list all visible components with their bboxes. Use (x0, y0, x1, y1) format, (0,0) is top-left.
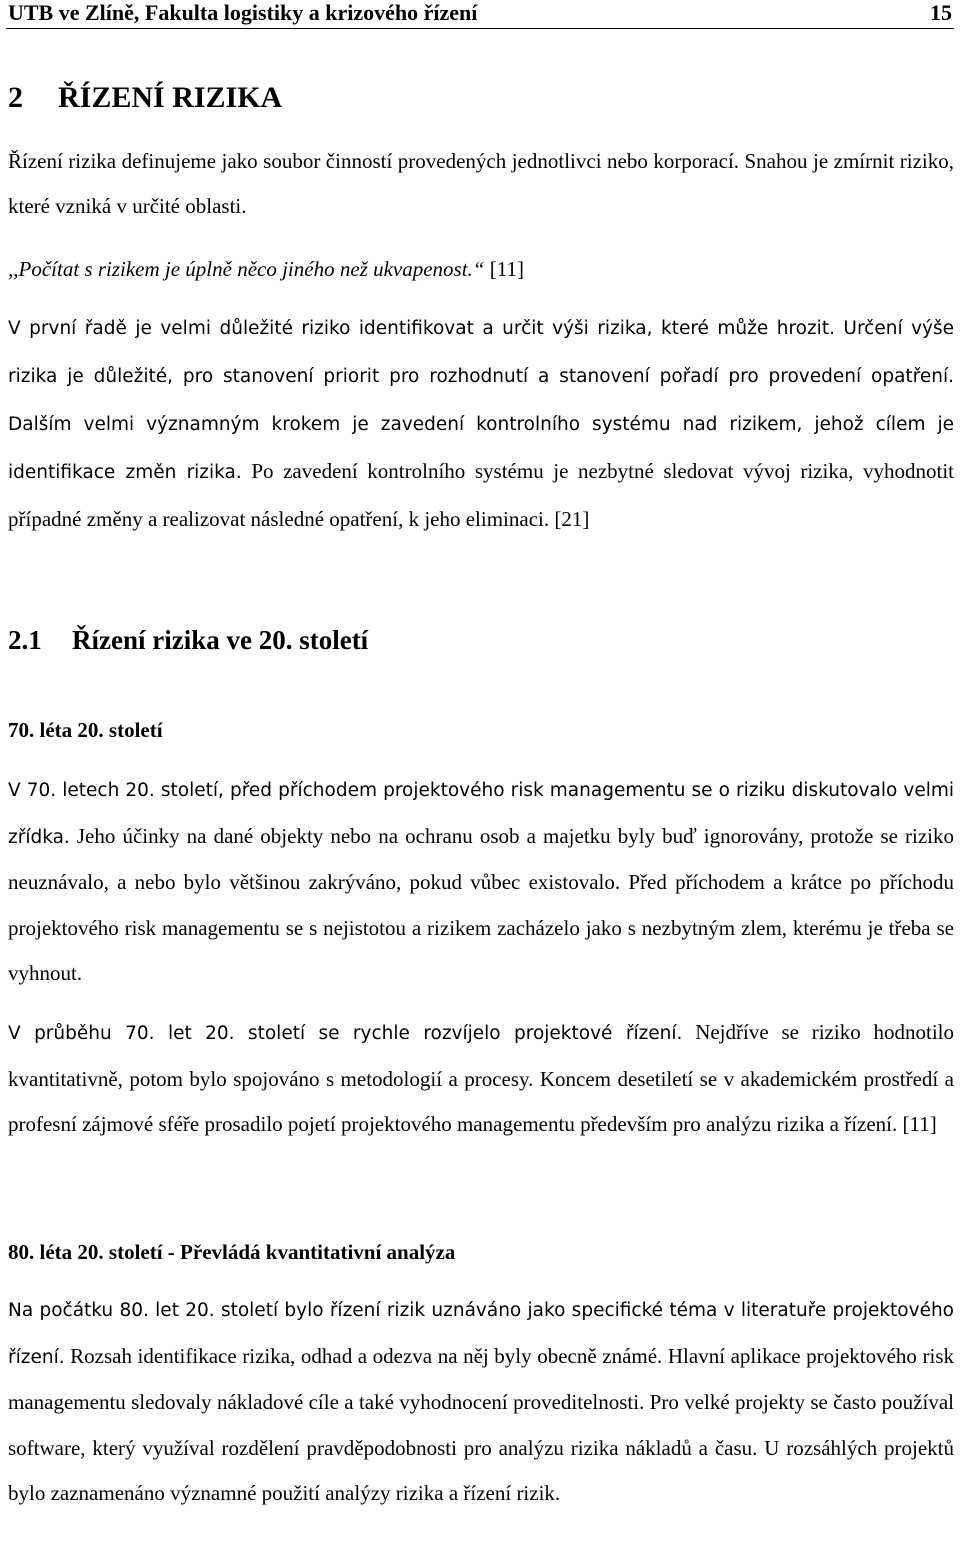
intro-paragraph-2 (8, 304, 954, 543)
paragraph-70s-1 (8, 767, 954, 997)
section-number: 2.1 (8, 625, 42, 655)
paragraph-80s-1 (8, 1287, 954, 1517)
chapter-title: ŘÍZENÍ RIZIKA (58, 81, 283, 114)
paragraph-70s-2 (8, 1010, 954, 1148)
section-heading (8, 623, 368, 657)
chapter-heading (8, 80, 282, 116)
quote-reference: [11] (484, 257, 524, 281)
paragraph-70s-1-serif: Jeho účinky na dané objekty nebo na ochranu osob a majetku byly buď ignorovány, protože se riziko neuznávalo, a nebo bylo většinou zakrýváno, pokud vůbec existovalo. Před příchodem a krátce po příchodu projektového risk managementu se s nejistotou a rizikem zacházelo jako s nezbytným zlem, kterému je třeba se vyhnout. (8, 823, 954, 985)
paragraph-70s-2-serif: Nejdříve se riziko hodnotilo kvantitativně, potom bylo spojováno s metodologií a procesy. Koncem desetiletí se v akademickém prostředí a profesní zájmové sféře prosadilo pojetí projektového managementu především pro analýzu rizika a řízení. [11] (8, 1020, 954, 1136)
paragraph-70s-2-sans: V průběhu 70. let 20. století se rychle rozvíjelo projektové řízení. (8, 1023, 683, 1044)
paragraph-70s-1-sans: V 70. letech 20. století, před příchodem projektového risk managementu se o riziku diskutovalo velmi zřídka. (8, 780, 954, 848)
quote-line (8, 254, 524, 284)
paragraph-80s-1-serif: Rozsah identifikace rizika, odhad a odezva na něj byly obecně známé. Hlavní aplikace projektového risk managementu sledovaly nákladové cíle a také vyhodnocení proveditelnosti. Pro velké projekty se často používal software, který využíval rozdělení pravděpodobnosti pro analýzu rizika nákladů a času. U rozsáhlých projektů bylo zaznamenáno významné použití analýzy rizika a řízení rizik. (8, 1343, 954, 1505)
intro-paragraph-1: Řízení rizika definujeme jako soubor činností provedených jednotlivci nebo korporací. Snahou je zmírnit riziko, které vzniká v určité oblasti. (8, 149, 954, 218)
section-title: Řízení rizika ve 20. století (72, 625, 369, 655)
subheading-70s: 70. léta 20. století (8, 718, 163, 742)
paragraph-80s-1-sans: Na počátku 80. let 20. století bylo řízení rizik uznáváno jako specifické téma v literatuře projektového řízení. (8, 1300, 954, 1368)
page-number: 15 (930, 0, 952, 25)
quote-text: ,,Počítat s rizikem je úplně něco jiného než ukvapenost.“ (8, 257, 485, 281)
page-header (6, 0, 954, 29)
intro-paragraph-2-sans: V první řadě je velmi důležité riziko identifikovat a určit výši rizika, které může hrozit. Určení výše rizika je důležité, pro stanovení priorit pro rozhodnutí a stanovení pořadí pro provedení opatření. Dalším velmi významným krokem je zavedení kontrolního systému nad rizikem, jehož cílem je identifikace změn rizika. (8, 318, 954, 483)
header-school: UTB ve Zlíně, Fakulta logistiky a krizového řízení (8, 0, 478, 25)
intro-paragraph-2-serif: Po zavedení kontrolního systému je nezbytné sledovat vývoj rizika, vyhodnotit případné změny a realizovat následné opatření, k jeho eliminaci. [21] (8, 459, 954, 531)
subheading-80s: 80. léta 20. století - Převládá kvantitativní analýza (8, 1240, 456, 1264)
chapter-number: 2 (8, 81, 23, 114)
